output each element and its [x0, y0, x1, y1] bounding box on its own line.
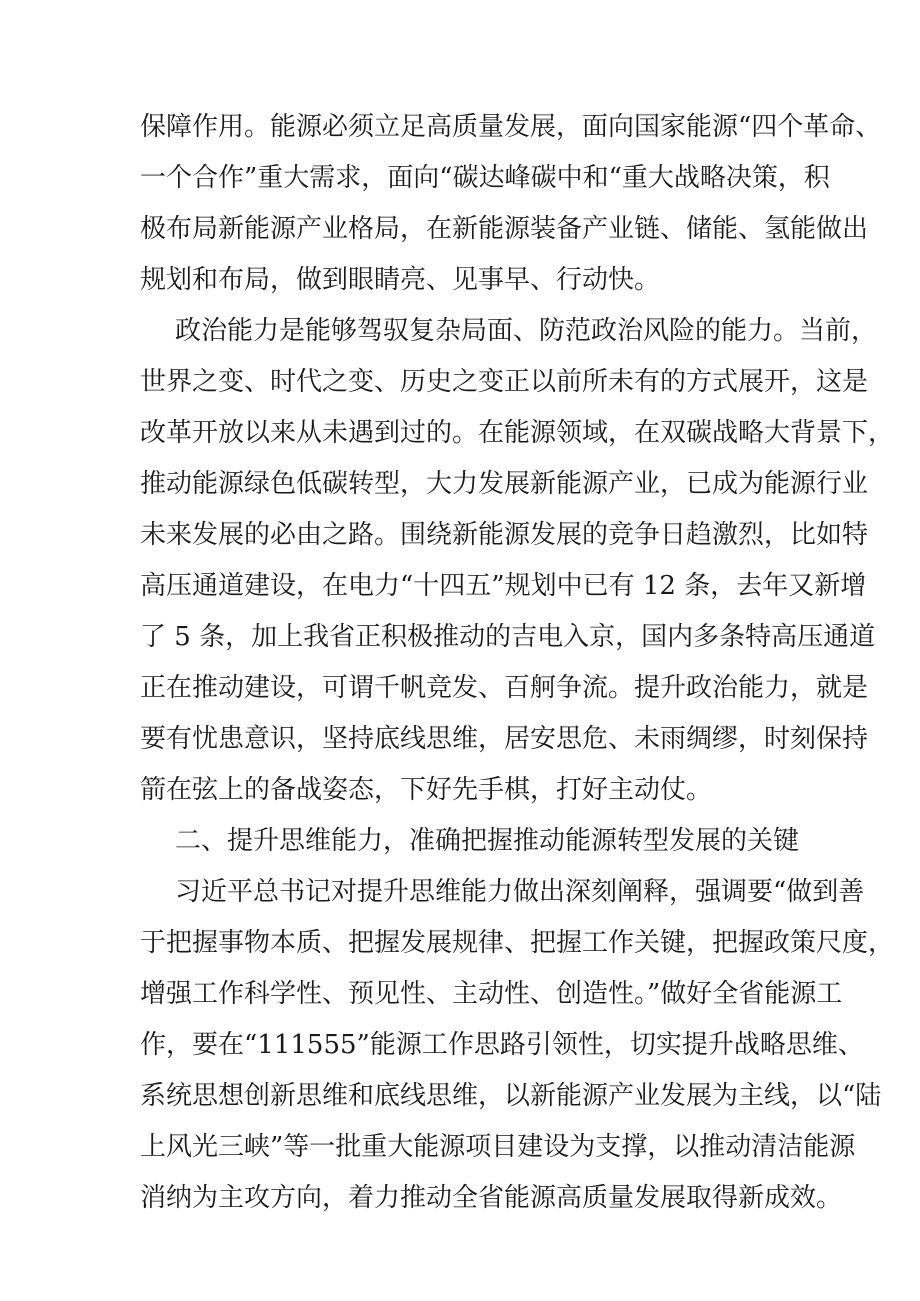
paragraph-line: 未来发展的必由之路。围绕新能源发展的竞争日趋激烈，比如特	[140, 520, 869, 550]
paragraph-line: 了 5 条，加上我省正积极推动的吉电入京，国内多条特高压通道	[140, 622, 876, 652]
paragraph-line: 改革开放以来从未遇到过的。在能源领域，在双碳战略大背景下，	[140, 418, 895, 448]
paragraph-line: 系统思想创新思维和底线思维，以新能源产业发展为主线，以“陆	[140, 1081, 882, 1111]
paragraph-line: 箭在弦上的备战姿态，下好先手棋，打好主动仗。	[140, 775, 713, 805]
paragraph-line: 习近平总书记对提升思维能力做出深刻阐释，强调要“做到善	[175, 877, 865, 907]
paragraph-line: 世界之变、时代之变、历史之变正以前所未有的方式展开，这是	[140, 367, 869, 397]
paragraph-line: 增强工作科学性、预见性、主动性、创造性。”做好全省能源工	[140, 979, 843, 1009]
paragraph-line: 于把握事物本质、把握发展规律、把握工作关键，把握政策尺度，	[140, 928, 895, 958]
section-heading: 二、提升思维能力，准确把握推动能源转型发展的关键	[175, 826, 800, 856]
paragraph-line: 极布局新能源产业格局，在新能源装备产业链、储能、氢能做出	[140, 214, 869, 244]
paragraph-line: 推动能源绿色低碳转型，大力发展新能源产业，已成为能源行业	[140, 469, 869, 499]
paragraph-line: 高压通道建设，在电力“十四五”规划中已有 12 条，去年又新增	[140, 571, 867, 601]
paragraph-line: 上风光三峡”等一批重大能源项目建设为支撑，以推动清洁能源	[140, 1132, 856, 1162]
paragraph-line: 一个合作”重大需求，面向“碳达峰碳中和“重大战略决策，积	[140, 163, 830, 193]
paragraph-line: 要有忧患意识，坚持底线思维，居安思危、未雨绸缪，时刻保持	[140, 724, 869, 754]
paragraph-line: 正在推动建设，可谓千帆竞发、百舸争流。提升政治能力，就是	[140, 673, 869, 703]
paragraph-line: 保障作用。能源必须立足高质量发展，面向国家能源“四个革命、	[140, 112, 882, 142]
paragraph-line: 消纳为主攻方向，着力推动全省能源高质量发展取得新成效。	[140, 1183, 843, 1213]
paragraph-line: 规划和布局，做到眼睛亮、见事早、行动快。	[140, 265, 661, 295]
paragraph-line: 政治能力是能够驾驭复杂局面、防范政治风险的能力。当前，	[175, 316, 878, 346]
paragraph-line: 作，要在“111555”能源工作思路引领性，切实提升战略思维、	[140, 1030, 864, 1060]
